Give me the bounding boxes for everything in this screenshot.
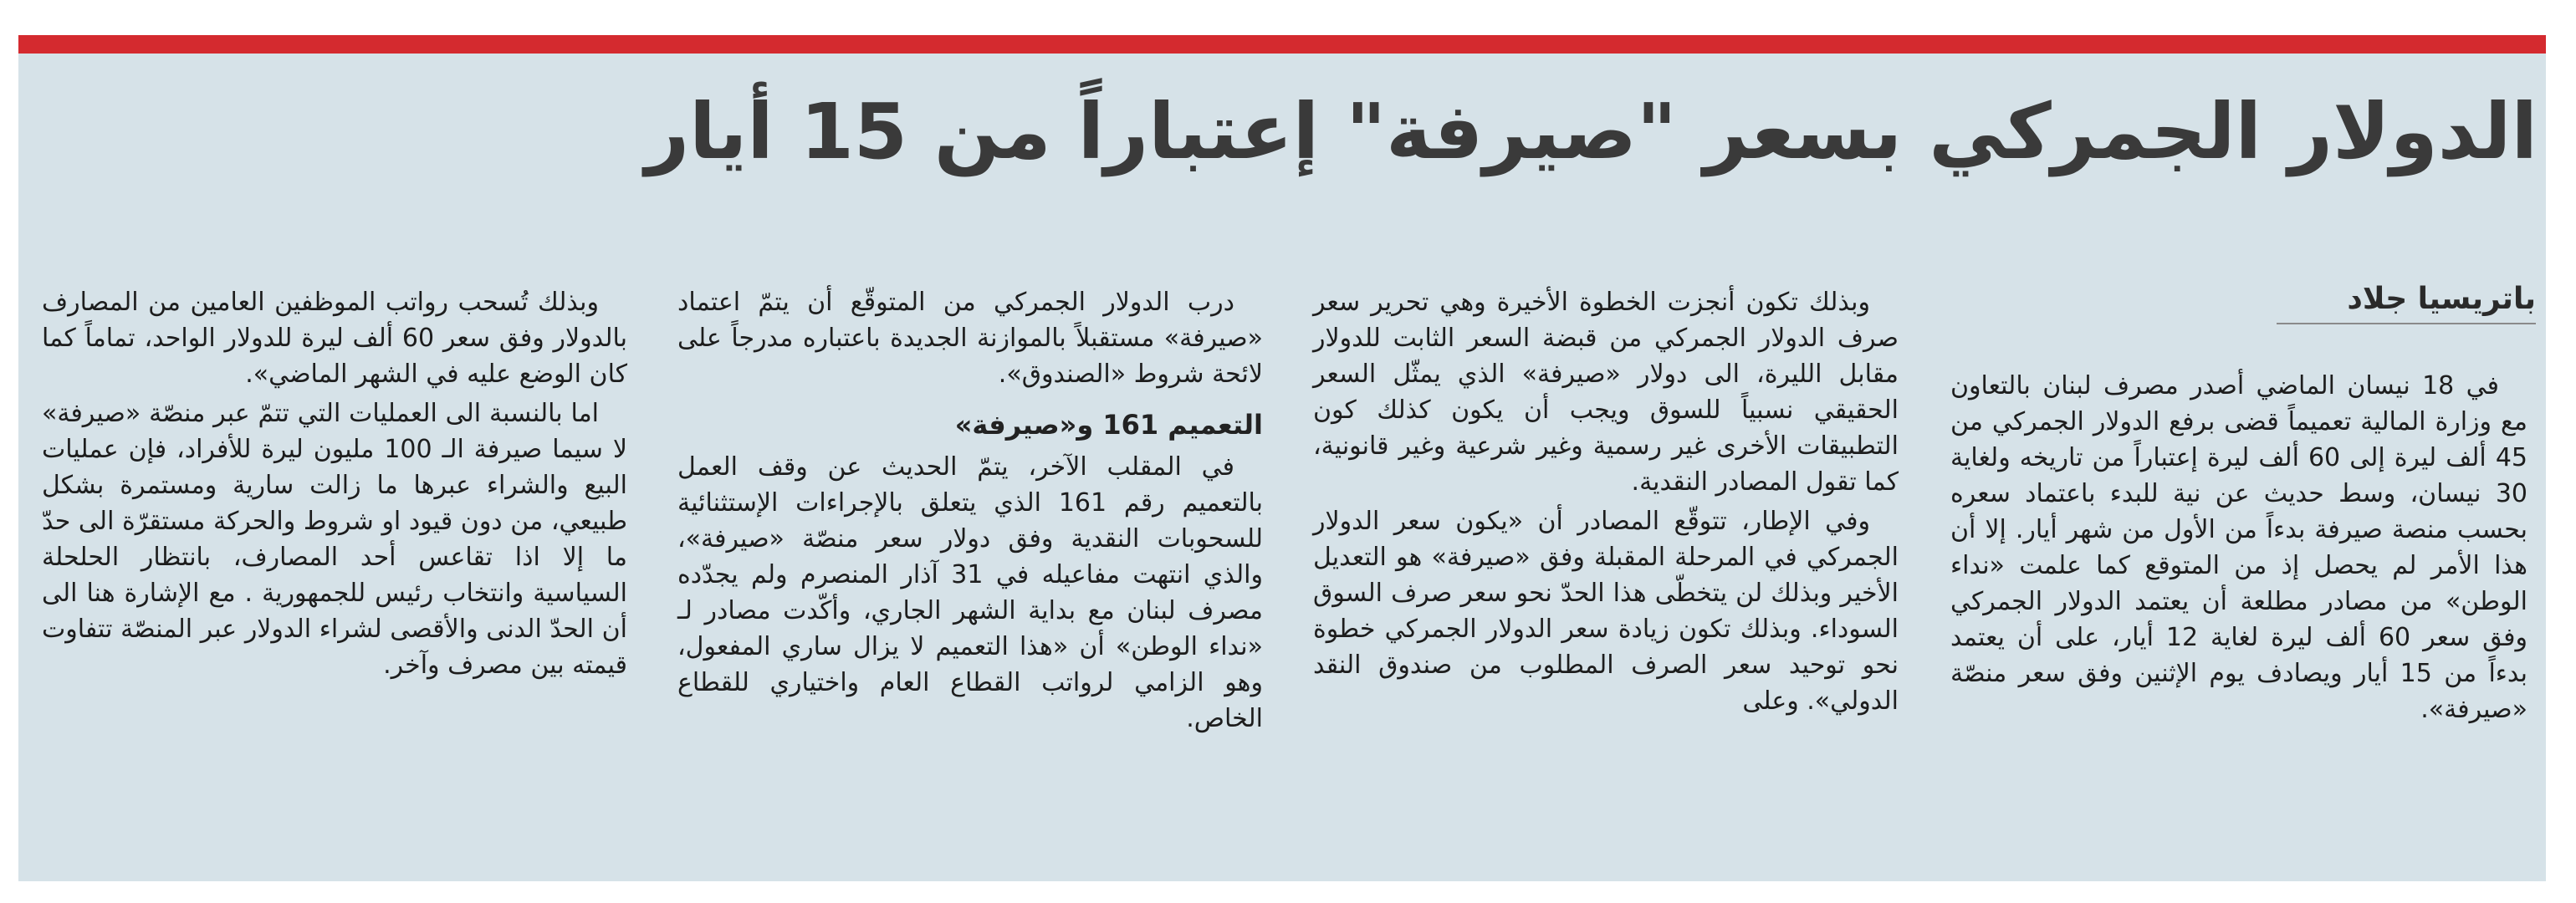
paragraph: اما بالنسبة الى العمليات التي تتمّ عبر منصّة «صيرفة» لا سيما صيرفة الـ 100 مليون ليرة للأفراد، فإن عمليات البيع والشراء عبرها ما زالت سارية ومستمرة بشكل طبيعي، من دون قيود او شروط والحركة مستقرّة الى حدّ ما إلا اذا تقاعس أحد المصارف، بانتظار الحلحلة السياسية وانتخاب رئيس للجمهورية . مع الإشارة هنا الى أن الحدّ الدنى والأقصى لشراء الدولار عبر المنصّة تتفاوت قيمته بين مصرف وآخر. [42, 399, 627, 680]
paragraph: في المقلب الآخر، يتمّ الحديث عن وقف العمل بالتعميم رقم 161 الذي يتعلق بالإجراءات الإستثنائية للسحوبات النقدية وفق دولار سعر منصّة «صيرفة»، والذي انتهت مفاعيله في 31 آذار المنصرم ولم يجدّده مصرف لبنان مع بداية الشهر الجاري، وأكّدت مصادر لـ «نداء الوطن» أن «هذا التعميم لا يزال ساري المفعول، وهو الزامي لرواتب القطاع العام واختياري للقطاع الخاص. [677, 452, 1263, 733]
article-column-1 [1950, 368, 2527, 731]
paragraph: وفي الإطار، تتوقّع المصادر أن «يكون سعر الدولار الجمركي في المرحلة المقبلة وفق «صيرفة» هو التعديل الأخير وبذلك لن يتخطّى هذا الحدّ نحو سعر صرف السوق السوداء. وبذلك تكون زيادة سعر الدولار الجمركي خطوة نحو توحيد سعر الصرف المطلوب من صندوق النقد الدولي». وعلى [1313, 507, 1899, 716]
article-headline: الدولار الجمركي بسعر "صيرفة" إعتباراً من 15 أيار [645, 87, 2538, 176]
section-subheading: التعميم 161 و«صيرفة» [954, 409, 1263, 441]
article-byline: باتريسيا جلاد [2277, 276, 2536, 324]
accent-bar [18, 35, 2546, 54]
paragraph: في 18 نيسان الماضي أصدر مصرف لبنان بالتعاون مع وزارة المالية تعميماً قضى برفع الدولار الجمركي من 45 ألف ليرة إلى 60 ألف ليرة إعتباراً من تاريخه ولغاية 30 نيسان، وسط حديث عن نية للبدء باعتماد سعره بحسب منصة صيرفة بدءاً من الأول من شهر أيار. إلا أن هذا الأمر لم يحصل إذ من المتوقع كما علمت «نداء الوطن» من مصادر مطلعة أن يعتمد الدولار الجمركي وفق سعر 60 ألف ليرة لغاية 12 أيار، على أن يعتمد بدءاً من 15 أيار ويصادف يوم الإثنين وفق سعر منصّة «صيرفة». [1950, 371, 2528, 724]
paragraph: درب الدولار الجمركي من المتوقّع أن يتمّ اعتماد «صيرفة» مستقبلاً بالموازنة الجديدة باعتباره مدرجاً على لائحة شروط «الصندوق». [677, 288, 1263, 389]
article-column-4 [42, 284, 627, 686]
paragraph: وبذلك تكون أنجزت الخطوة الأخيرة وهي تحرير سعر صرف الدولار الجمركي من قبضة السعر الثابت للدولار مقابل الليرة، الى دولار «صيرفة» الذي يمثّل السعر الحقيقي نسبياً للسوق ويجب أن يكون كذلك كون التطبيقات الأخرى غير رسمية وغير شرعية وغير قانونية، كما تقول المصادر النقدية. [1313, 288, 1899, 497]
article-column-2 [1313, 284, 1899, 722]
article-column-3 [677, 284, 1263, 740]
paragraph: وبذلك تُسحب رواتب الموظفين العامين من المصارف بالدولار وفق سعر 60 ألف ليرة للدولار الواحد، تماماً كما كان الوضع عليه في الشهر الماضي». [42, 288, 627, 389]
